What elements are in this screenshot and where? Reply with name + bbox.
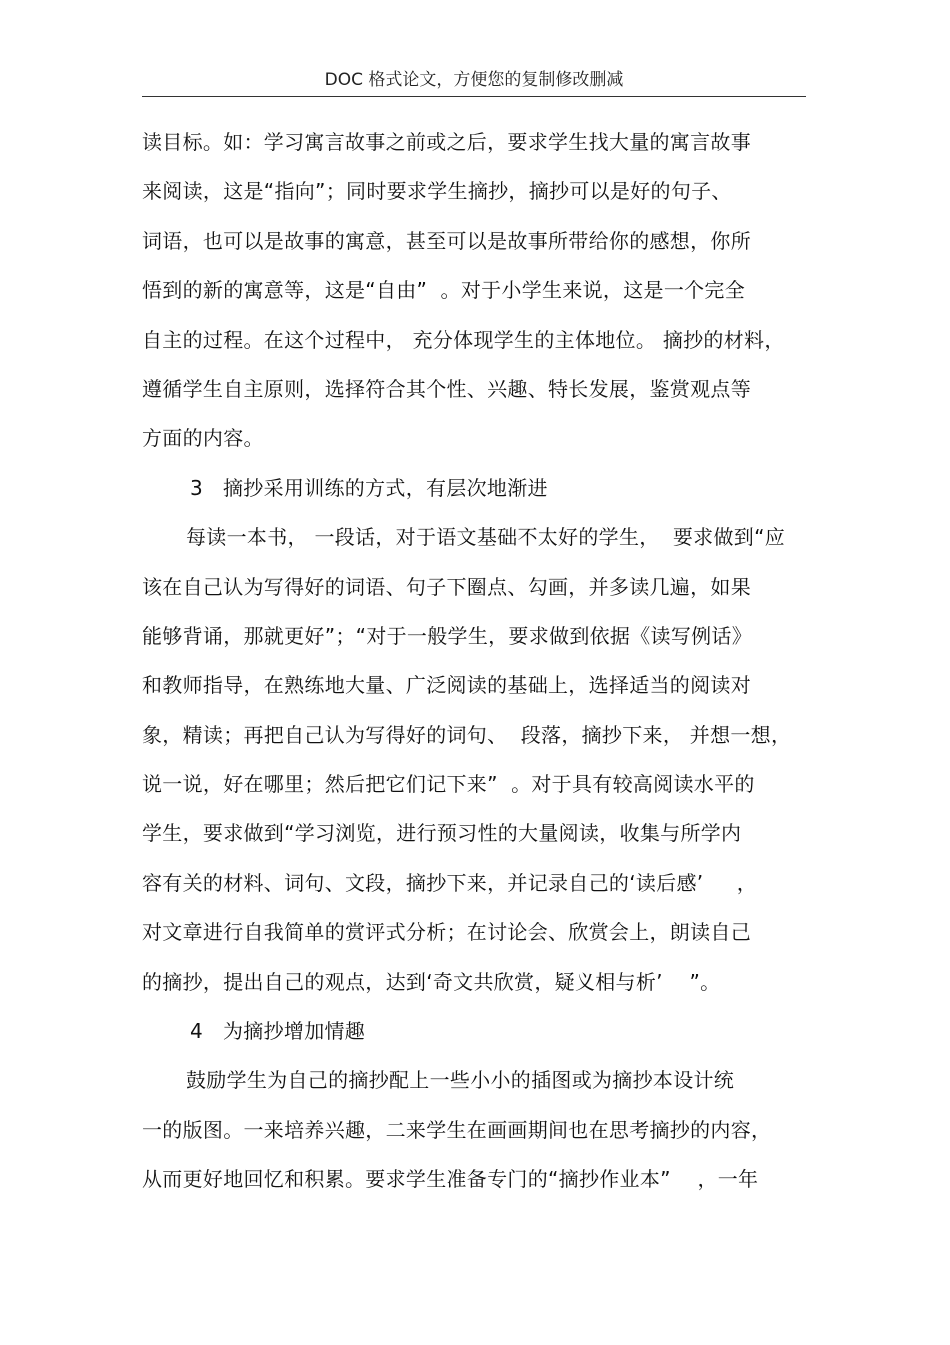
text-line: 对文章进行自我简单的赏评式分析；在讨论会、欣赏会上，朗读自己 xyxy=(142,920,751,945)
text-line: 读目标。如：学习寓言故事之前或之后，要求学生找大量的寓言故事 xyxy=(142,130,751,154)
text-line: 从而更好地回忆和积累。要求学生准备专门的“摘抄作业本” ，一年 xyxy=(142,1167,759,1192)
section-heading: 3 摘抄采用训练的方式，有层次地渐进 xyxy=(190,475,548,500)
page-header: DOC 格式论文，方便您的复制修改删减 xyxy=(324,70,624,90)
text-line: 象，精读；再把自己认为写得好的词句、 段落，摘抄下来， 并想一想， xyxy=(142,722,792,747)
text-line: 学生，要求做到“学习浏览，进行预习性的大量阅读，收集与所学内 xyxy=(142,821,742,846)
text-line: 来阅读，这是“指向”；同时要求学生摘抄，摘抄可以是好的句子、 xyxy=(142,179,732,204)
text-line: 遵循学生自主原则，选择符合其个性、兴趣、特长发展，鉴赏观点等 xyxy=(142,376,751,401)
document-body xyxy=(142,118,822,1205)
text-line: 鼓励学生为自己的摘抄配上一些小小的插图或为摘抄本设计统 xyxy=(186,1068,735,1093)
text-line: 说一说，好在哪里；然后把它们记下来” 。对于具有较高阅读水平的 xyxy=(142,772,755,797)
text-line: 的摘抄，提出自己的观点，达到‘奇文共欣赏，疑义相与析’ ”。 xyxy=(142,969,721,994)
text-line: 自主的过程。在这个过程中， 充分体现学生的主体地位。 摘抄的材料， xyxy=(142,327,785,352)
header-divider xyxy=(142,96,806,97)
section-heading: 4 为摘抄增加情趣 xyxy=(190,1019,366,1044)
text-line: 能够背诵，那就更好”；“对于一般学生，要求做到依据《读写例话》 xyxy=(142,623,753,648)
text-line: 方面的内容。 xyxy=(142,426,264,451)
text-line: 和教师指导，在熟练地大量、广泛阅读的基础上，选择适当的阅读对 xyxy=(142,673,751,698)
text-line: 词语，也可以是故事的寓意，甚至可以是故事所带给你的感想，你所 xyxy=(142,228,751,253)
text-line: 容有关的材料、词句、文段，摘抄下来，并记录自己的‘读后感’ ， xyxy=(142,870,758,895)
text-line: 一的版图。一来培养兴趣，二来学生在画画期间也在思考摘抄的内容， xyxy=(142,1117,772,1142)
text-line: 该在自己认为写得好的词语、句子下圈点、勾画，并多读几遍，如果 xyxy=(142,574,751,599)
text-line: 每读一本书， 一段话，对于语文基础不太好的学生， 要求做到“应 xyxy=(186,525,786,550)
text-line: 悟到的新的寓意等，这是“自由” 。对于小学生来说，这是一个完全 xyxy=(142,278,746,303)
